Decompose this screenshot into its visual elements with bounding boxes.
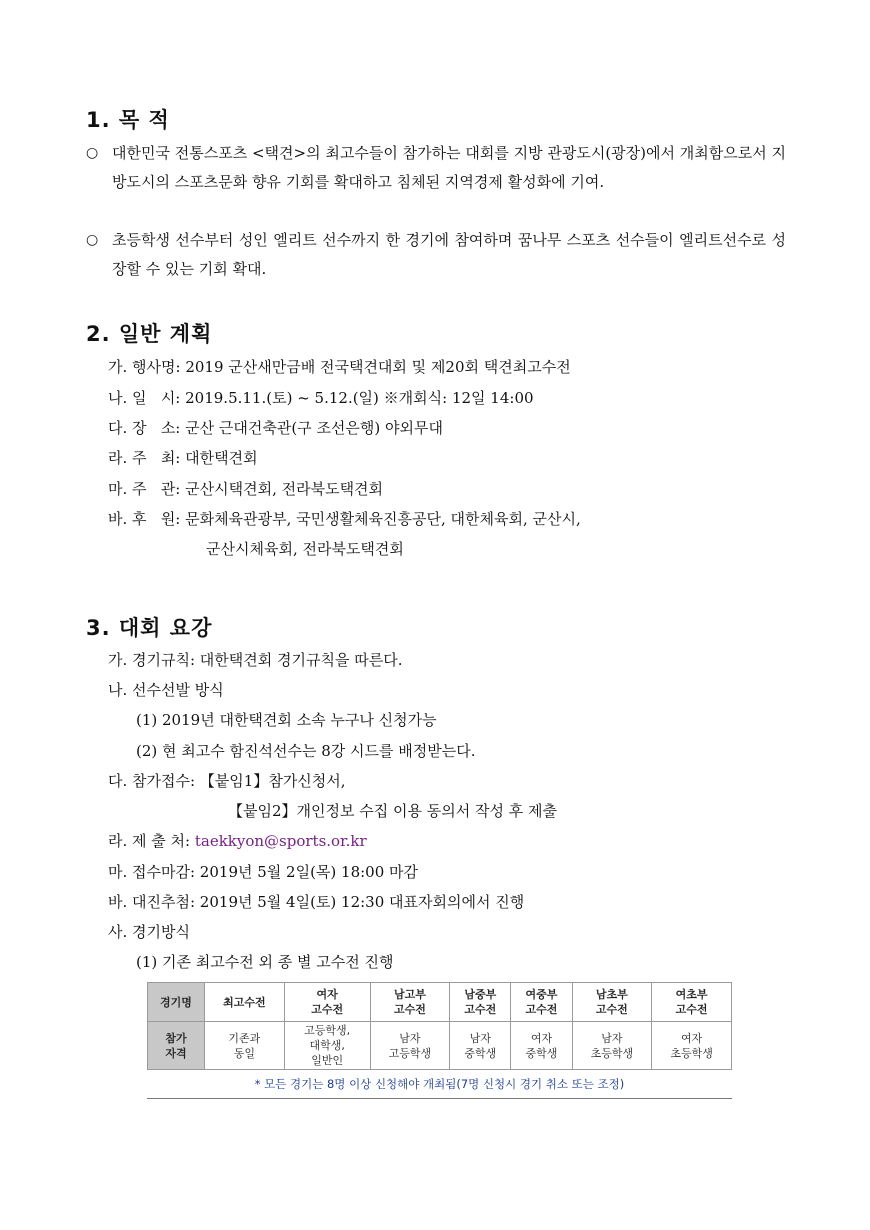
purpose-text: 초등학생 선수부터 성인 엘리트 선수까지 한 경기에 참여하며 꿈나무 스포츠 선수들이 엘리트선수로 성장할 수 있는 기회 확대. — [112, 231, 786, 278]
section-heading-outline: 3. 대회 요강 — [86, 616, 213, 640]
purpose-text: 대한민국 전통스포츠 <택견>의 최고수들이 참가하는 대회를 지방 관광도시(광장)에서 개최함으로서 지방도시의 스포츠문화 향유 기회를 확대하고 침체된 지역경제 활성화에 기여. — [112, 144, 786, 191]
table-header-cell: 경기명 — [148, 983, 205, 1022]
circle-bullet-icon: ○ — [86, 232, 99, 248]
plan-item-sponsor: 바. 후 원: 문화체육관광부, 국민생활체육진흥공단, 대한체육회, 군산시, — [108, 510, 581, 528]
table-cell-eligibility: 여자 초등학생 — [652, 1022, 732, 1070]
plan-item-host: 라. 주 최: 대한택견회 — [108, 449, 258, 467]
table-cell-competition: 남고부 고수전 — [370, 983, 450, 1022]
outline-method-title: 사. 경기방식 — [108, 923, 190, 941]
outline-submit — [108, 830, 367, 851]
table-cell-eligibility: 기존과 동일 — [205, 1022, 285, 1070]
table-cell-competition: 여초부 고수전 — [652, 983, 732, 1022]
outline-entry-1: 다. 참가접수: 【붙임1】참가신청서, — [108, 772, 346, 790]
table-row — [148, 1022, 732, 1070]
outline-rules: 가. 경기규칙: 대한택견회 경기규칙을 따른다. — [108, 651, 403, 669]
purpose-item — [86, 226, 786, 284]
outline-draw: 바. 대진추첨: 2019년 5월 4일(토) 12:30 대표자회의에서 진행 — [108, 893, 525, 911]
submit-email-link[interactable]: taekkyon@sports.or.kr — [194, 832, 367, 850]
section-heading-general-plan: 2. 일반 계획 — [86, 322, 213, 346]
purpose-item — [86, 139, 786, 197]
table-row — [148, 983, 732, 1022]
table-cell-eligibility: 남자 중학생 — [450, 1022, 511, 1070]
outline-method-1: (1) 기존 최고수전 외 종 별 고수전 진행 — [136, 953, 394, 971]
table-cell-competition: 여중부 고수전 — [511, 983, 572, 1022]
table-cell-competition: 남초부 고수전 — [572, 983, 652, 1022]
competition-table — [147, 982, 732, 1070]
circle-bullet-icon: ○ — [86, 145, 99, 161]
plan-item-venue: 다. 장 소: 군산 근대건축관(구 조선은행) 야외무대 — [108, 419, 443, 437]
outline-selection-title: 나. 선수선발 방식 — [108, 681, 224, 699]
outline-entry-2: 【붙임2】개인정보 수집 이용 동의서 작성 후 제출 — [228, 802, 557, 820]
table-cell-eligibility: 고등학생, 대학생, 일반인 — [284, 1022, 370, 1070]
plan-item-organizer: 마. 주 관: 군산시택견회, 전라북도택견회 — [108, 480, 384, 498]
outline-selection-1: (1) 2019년 대한택견회 소속 누구나 신청가능 — [136, 711, 437, 729]
table-cell-competition: 최고수전 — [205, 983, 285, 1022]
outline-selection-2: (2) 현 최고수 함진석선수는 8강 시드를 배정받는다. — [136, 742, 476, 760]
table-cell-competition: 남중부 고수전 — [450, 983, 511, 1022]
table-cell-eligibility: 여자 중학생 — [511, 1022, 572, 1070]
table-cell-eligibility: 남자 초등학생 — [572, 1022, 652, 1070]
plan-item-sponsor-cont: 군산시체육회, 전라북도택견회 — [206, 540, 404, 558]
table-header-cell: 참가 자격 — [148, 1022, 205, 1070]
table-note: * 모든 경기는 8명 이상 신청해야 개최됨(7명 신청시 경기 취소 또는 조정) — [147, 1070, 732, 1099]
outline-deadline: 마. 접수마감: 2019년 5월 2일(목) 18:00 마감 — [108, 863, 419, 881]
section-heading-purpose: 1. 목 적 — [86, 108, 170, 132]
submit-label: 라. 제 출 처: — [108, 832, 195, 850]
plan-item-date: 나. 일 시: 2019.5.11.(토) ~ 5.12.(일) ※개회식: 12일 14:00 — [108, 389, 534, 407]
table-cell-competition: 여자 고수전 — [284, 983, 370, 1022]
plan-item-event-name: 가. 행사명: 2019 군산새만금배 전국택견대회 및 제20회 택견최고수전 — [108, 358, 571, 376]
table-cell-eligibility: 남자 고등학생 — [370, 1022, 450, 1070]
